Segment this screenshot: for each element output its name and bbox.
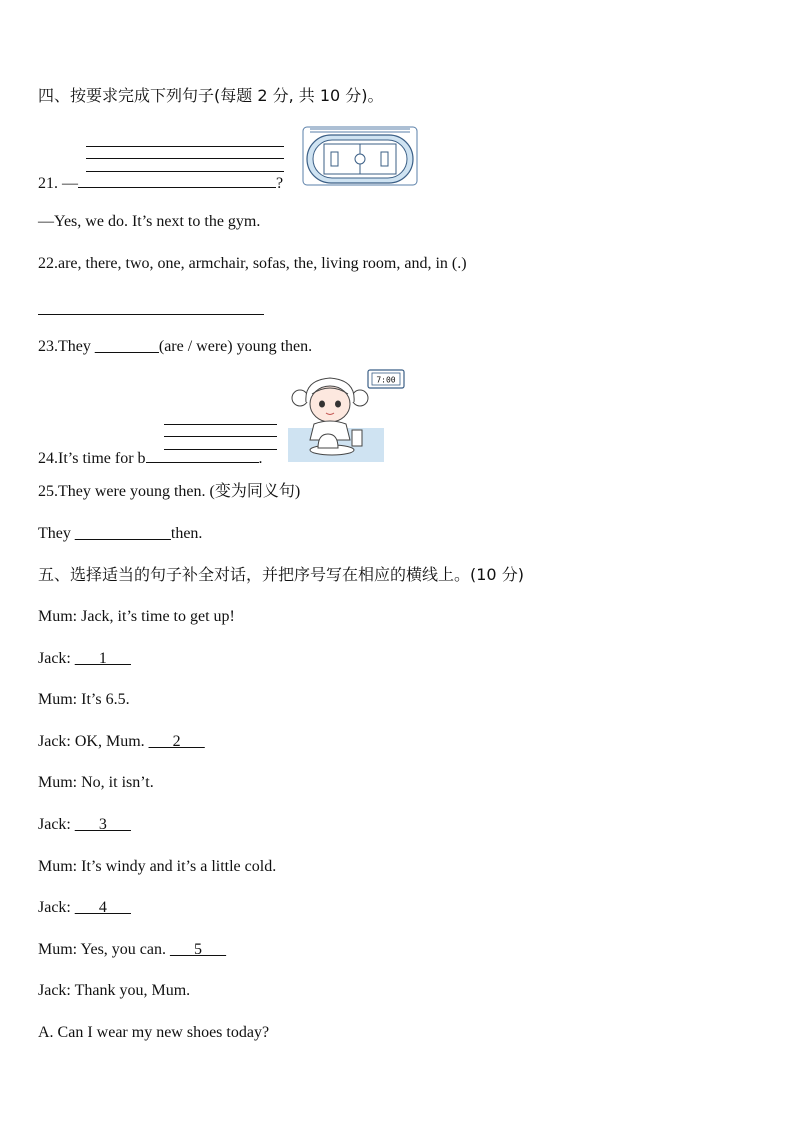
- q21-answer-line: [86, 171, 284, 172]
- dialogue-speaker: Jack: OK, Mum.: [38, 733, 149, 750]
- q25-answer-suffix: then.: [170, 525, 203, 542]
- q21-answer-line: [86, 158, 284, 159]
- question-21: [38, 173, 283, 194]
- question-25: 25.They were young then. (变为同义句): [38, 483, 301, 500]
- q23-prefix: 23.They: [38, 338, 95, 355]
- dialogue-blank-2[interactable]: ___2___: [148, 733, 205, 750]
- dialogue-speaker: Mum: Yes, you can.: [38, 941, 171, 958]
- option-a: A. Can I wear my new shoes today?: [38, 1024, 270, 1041]
- dialogue-line: Mum: No, it isn’t.: [38, 774, 154, 791]
- dialogue-line: Mum: It’s windy and it’s a little cold.: [38, 858, 277, 875]
- dialogue-speaker: Jack:: [38, 899, 75, 916]
- q24-answer-line: [164, 424, 277, 425]
- dialogue-speaker: Jack:: [38, 816, 75, 833]
- dialogue-blank-4[interactable]: ___4___: [74, 899, 131, 916]
- q25-answer-prefix: They: [38, 525, 75, 542]
- dialogue-line: [38, 940, 226, 960]
- section-five-heading: 五、选择适当的句子补全对话，并把序号写在相应的横线上。(10 分): [38, 565, 524, 584]
- q25-answer: [38, 524, 202, 544]
- dialogue-line: Mum: Jack, it’s time to get up!: [38, 608, 235, 625]
- question-22: 22.are, there, two, one, armchair, sofas, the, living room, and, in (.): [38, 255, 467, 272]
- dialogue-blank-1[interactable]: ___1___: [74, 650, 131, 667]
- dialogue-blank-5[interactable]: ___5___: [170, 941, 227, 958]
- q25-blank[interactable]: ____________: [74, 525, 171, 542]
- clock-time: 7:00: [376, 375, 396, 385]
- question-23: [38, 337, 312, 357]
- q23-suffix: (are / were) young then.: [158, 338, 313, 355]
- dialogue-line: [38, 732, 205, 752]
- q23-blank[interactable]: ________: [94, 338, 159, 355]
- dialogue-line: [38, 898, 131, 918]
- dialogue-line: [38, 815, 131, 835]
- section-four-heading: 四、按要求完成下列句子(每题 2 分, 共 10 分)。: [38, 86, 384, 105]
- q24-prefix: 24.It’s time for b: [38, 450, 146, 467]
- q21-response: —Yes, we do. It’s next to the gym.: [38, 213, 261, 230]
- dialogue-line: [38, 649, 131, 669]
- q21-prefix: 21. —: [38, 175, 78, 192]
- q21-blank[interactable]: [78, 173, 276, 188]
- q22-answer-line[interactable]: [38, 314, 264, 315]
- question-24: [38, 448, 263, 469]
- dialogue-blank-3[interactable]: ___3___: [74, 816, 131, 833]
- q21-suffix: ?: [276, 175, 284, 192]
- dialogue-line: Jack: Thank you, Mum.: [38, 982, 191, 999]
- q24-suffix: .: [258, 450, 263, 467]
- q24-blank[interactable]: [146, 448, 259, 463]
- girl-breakfast-image: [288, 368, 408, 464]
- dialogue-speaker: Jack:: [38, 650, 75, 667]
- q21-answer-line: [86, 146, 284, 147]
- sports-field-image: [302, 126, 418, 186]
- q24-answer-line: [164, 436, 277, 437]
- dialogue-line: Mum: It’s 6.5.: [38, 691, 130, 708]
